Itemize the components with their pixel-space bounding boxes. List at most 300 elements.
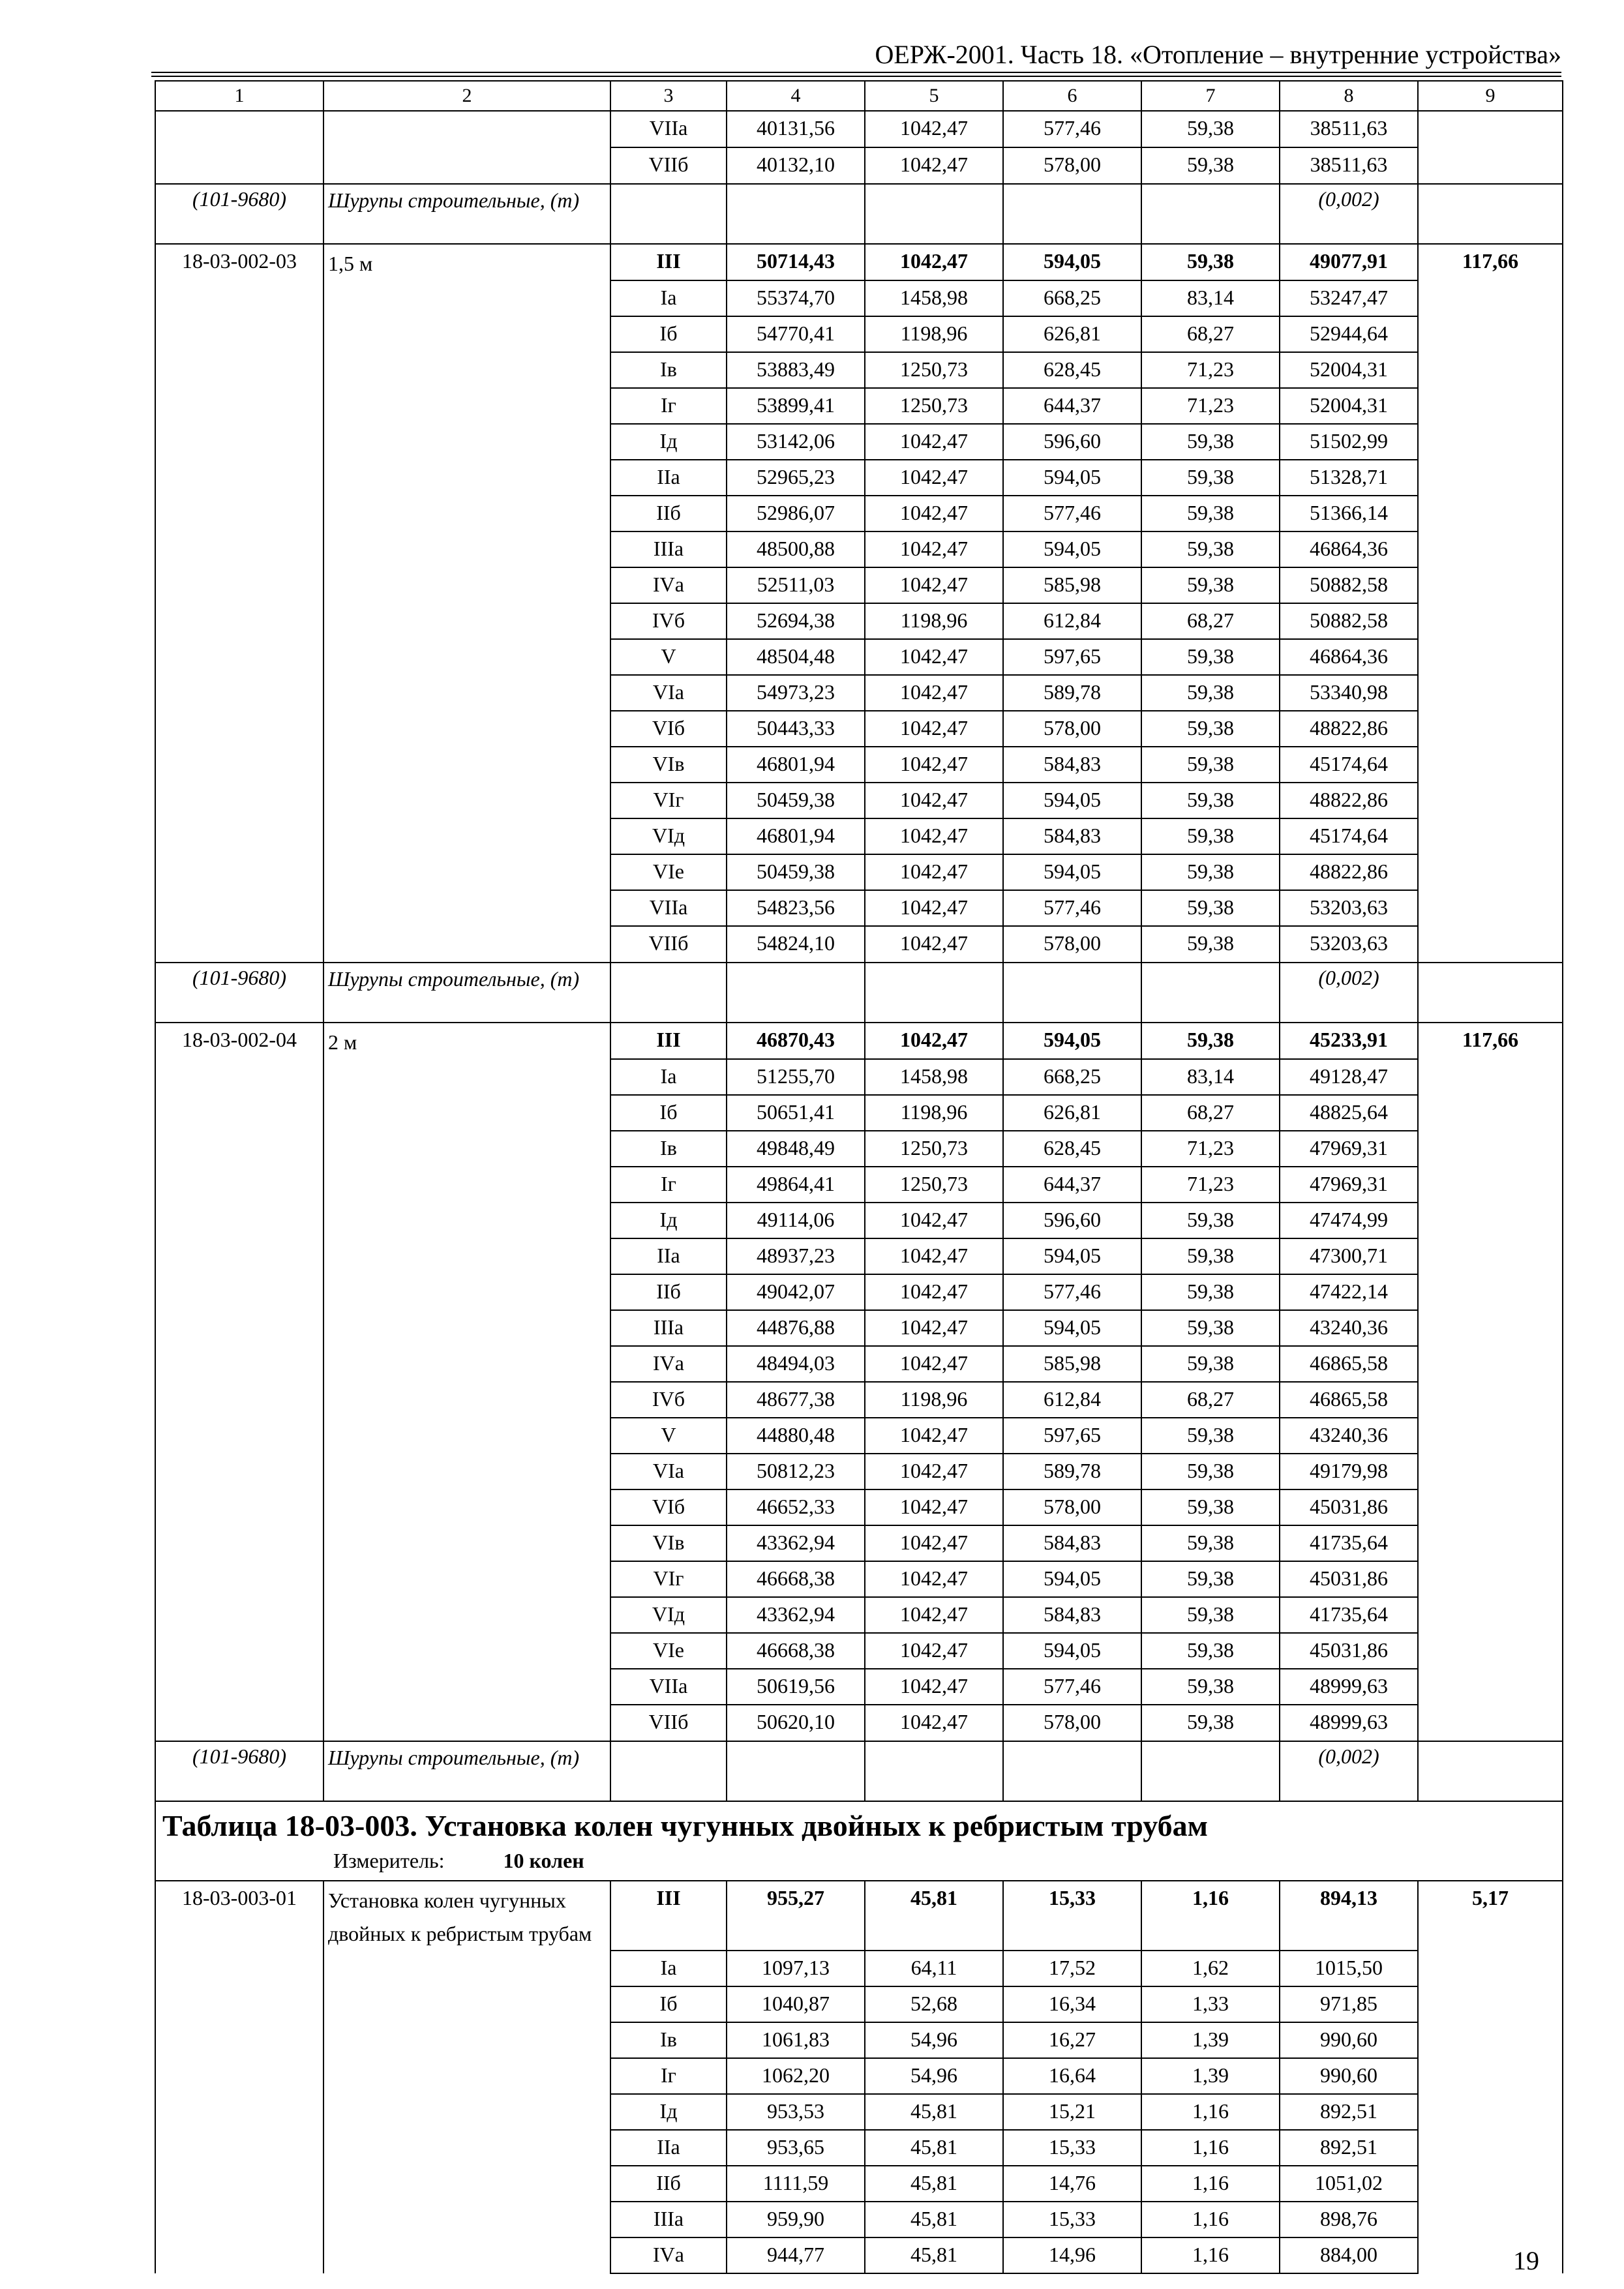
cell-c6: 16,27 [1003,2022,1141,2058]
resource-code-cell [155,1059,323,1095]
table-row [155,1203,1563,1238]
cell-c8: 46865,58 [1280,1382,1418,1418]
cell-c6: 14,76 [1003,2166,1141,2202]
resource-name-cell [323,424,610,460]
cell-zone: Iа [610,1951,727,1986]
table-row [155,280,1563,316]
cell-c4: 46801,94 [727,818,865,854]
resource-name-cell [323,1418,610,1454]
cell-c6: 584,83 [1003,818,1141,854]
cell-c5: 1042,47 [865,675,1003,711]
cell-c9 [1418,1167,1563,1203]
table-row [155,1633,1563,1669]
cell-c5: 1198,96 [865,603,1003,639]
cell-c9 [1418,352,1563,388]
cell-zone: Iб [610,1986,727,2022]
cell-c5: 1042,47 [865,854,1003,890]
cell-c7: 59,38 [1141,854,1280,890]
cell-zone: IVа [610,2237,727,2273]
cell-c9 [1418,460,1563,496]
resource-code-cell [155,783,323,818]
cell-c7: 71,23 [1141,1131,1280,1167]
table-row [155,1023,1563,1059]
cell-c5: 1250,73 [865,388,1003,424]
cell-c7: 71,23 [1141,388,1280,424]
cell-c5: 1198,96 [865,1382,1003,1418]
cell-c5: 1250,73 [865,1167,1003,1203]
cell-c6: 15,33 [1003,1881,1141,1951]
cell-c4: 955,27 [727,1881,865,1951]
cell-zone: Iб [610,316,727,352]
cell-c5: 1042,47 [865,1633,1003,1669]
resource-code-cell [155,1346,323,1382]
cell-c5: 1042,47 [865,783,1003,818]
table-row [155,1131,1563,1167]
cell-c7: 1,33 [1141,1986,1280,2022]
resource-code-cell [155,1561,323,1597]
cell-c6: 577,46 [1003,1274,1141,1310]
cell-c4: 944,77 [727,2237,865,2273]
material-empty-cell [865,1741,1003,1801]
cell-c4: 49864,41 [727,1167,865,1203]
table-row [155,1310,1563,1346]
cell-c7: 68,27 [1141,1095,1280,1131]
cell-c6: 14,96 [1003,2237,1141,2273]
table-title: Таблица 18-03-003. Установка колен чугунных двойных к ребристым трубам [162,1809,1208,1842]
cell-zone: VIе [610,854,727,890]
cell-c8: 53203,63 [1280,926,1418,963]
cell-c7: 59,38 [1141,1203,1280,1238]
cell-c7: 1,39 [1141,2058,1280,2094]
resource-code-cell [155,854,323,890]
cell-c6: 612,84 [1003,603,1141,639]
resource-code-cell [155,1131,323,1167]
cell-c7: 1,16 [1141,2166,1280,2202]
resource-name-cell [323,1131,610,1167]
cell-c6: 16,64 [1003,2058,1141,2094]
cell-c6: 589,78 [1003,675,1141,711]
cell-c7: 59,38 [1141,1633,1280,1669]
cell-c4: 53142,06 [727,424,865,460]
cell-c7: 1,62 [1141,1951,1280,1986]
measure-label: Измеритель: [333,1849,445,1872]
cell-c4: 50651,41 [727,1095,865,1131]
table-row [155,1597,1563,1633]
cell-zone: VIб [610,711,727,747]
table-row [155,747,1563,783]
cell-c4: 50812,23 [727,1454,865,1489]
cell-c5: 1042,47 [865,747,1003,783]
cell-c7: 59,38 [1141,111,1280,147]
column-number-1: 1 [155,81,323,111]
cell-c8: 38511,63 [1280,147,1418,184]
cell-zone: Iб [610,1095,727,1131]
resource-name-cell [323,2058,610,2094]
cell-c8: 884,00 [1280,2237,1418,2273]
cell-c5: 64,11 [865,1951,1003,1986]
cell-c6: 594,05 [1003,1633,1141,1669]
cell-zone: Iг [610,2058,727,2094]
cell-zone: VIг [610,783,727,818]
resource-code-cell [155,675,323,711]
resource-name-cell [323,1561,610,1597]
cell-c7: 68,27 [1141,316,1280,352]
table-row [155,2094,1563,2130]
cell-c4: 46652,33 [727,1489,865,1525]
cell-c9 [1418,1705,1563,1741]
table-row [155,244,1563,280]
resource-name-cell [323,1310,610,1346]
cell-c9 [1418,603,1563,639]
material-qty-cell: (0,002) [1280,184,1418,244]
material-row [155,963,1563,1023]
cell-c8: 38511,63 [1280,111,1418,147]
material-row [155,1741,1563,1801]
cell-c9 [1418,675,1563,711]
cell-c6: 577,46 [1003,1669,1141,1705]
cell-c8: 45233,91 [1280,1023,1418,1059]
material-empty-c9 [1418,963,1563,1023]
cell-c9 [1418,1131,1563,1167]
cell-c8: 51502,99 [1280,424,1418,460]
cell-c4: 52986,07 [727,496,865,531]
cell-c8: 49128,47 [1280,1059,1418,1095]
cell-c4: 1111,59 [727,2166,865,2202]
table-row [155,1881,1563,1951]
cell-c6: 584,83 [1003,1597,1141,1633]
resource-name-cell [323,496,610,531]
material-qty-cell: (0,002) [1280,1741,1418,1801]
cell-c6: 584,83 [1003,747,1141,783]
cell-c4: 50619,56 [727,1669,865,1705]
resource-code-cell [155,2237,323,2273]
resource-code-cell [155,1951,323,1986]
resource-code-cell [155,1986,323,2022]
table-row [155,783,1563,818]
cell-c9 [1418,1525,1563,1561]
cell-zone: Iв [610,1131,727,1167]
resource-name-cell: 2 м [323,1023,610,1059]
cell-c7: 59,38 [1141,926,1280,963]
cell-c5: 1042,47 [865,926,1003,963]
column-number-5: 5 [865,81,1003,111]
cell-c4: 50620,10 [727,1705,865,1741]
resource-code-cell [155,2058,323,2094]
cell-c5: 1198,96 [865,316,1003,352]
table-row [155,1382,1563,1418]
cell-c4: 1061,83 [727,2022,865,2058]
cell-c7: 59,38 [1141,496,1280,531]
resource-name-cell [323,854,610,890]
resource-name-cell [323,2202,610,2237]
cell-c4: 40132,10 [727,147,865,184]
material-empty-cell [1003,963,1141,1023]
cell-zone: Iв [610,2022,727,2058]
cell-c8: 990,60 [1280,2022,1418,2058]
cell-c7: 59,38 [1141,1525,1280,1561]
resource-name-cell: Установка колен чугунных двойных к ребристым трубам [323,1881,610,1951]
cell-c6: 594,05 [1003,783,1141,818]
cell-c7: 59,38 [1141,818,1280,854]
resource-code-cell [155,567,323,603]
cell-c6: 594,05 [1003,531,1141,567]
resource-code-cell [155,111,323,147]
cell-c6: 585,98 [1003,567,1141,603]
header-rule [151,72,1561,73]
cell-c5: 1042,47 [865,1238,1003,1274]
cell-c6: 597,65 [1003,1418,1141,1454]
cell-c6: 577,46 [1003,111,1141,147]
cell-c8: 45174,64 [1280,747,1418,783]
resource-name-cell [323,2237,610,2273]
cell-c4: 44880,48 [727,1418,865,1454]
resource-code-cell [155,531,323,567]
cell-c9 [1418,2094,1563,2130]
cell-c9 [1418,1418,1563,1454]
cell-c6: 578,00 [1003,926,1141,963]
cell-c5: 1042,47 [865,1346,1003,1382]
cell-zone: VIд [610,818,727,854]
material-empty-cell [610,1741,727,1801]
resource-code-cell [155,818,323,854]
cell-zone: Iа [610,1059,727,1095]
resource-name-cell [323,388,610,424]
cell-zone: Iв [610,352,727,388]
cell-c4: 959,90 [727,2202,865,2237]
table-row [155,1059,1563,1095]
cell-c9 [1418,1059,1563,1095]
material-empty-c9 [1418,1741,1563,1801]
material-name-cell: Шурупы строительные, (т) [323,963,610,1023]
resource-name-cell [323,747,610,783]
table-row [155,603,1563,639]
cell-zone: VIIа [610,111,727,147]
cell-c4: 48494,03 [727,1346,865,1382]
cell-c6: 16,34 [1003,1986,1141,2022]
resource-code-cell: 18-03-002-03 [155,244,323,280]
resource-code-cell [155,1203,323,1238]
cell-c8: 41735,64 [1280,1597,1418,1633]
cell-c5: 1042,47 [865,424,1003,460]
cell-c7: 71,23 [1141,1167,1280,1203]
cell-c5: 1042,47 [865,1454,1003,1489]
cell-c9 [1418,1951,1563,1986]
cell-zone: VIе [610,1633,727,1669]
cell-c7: 1,16 [1141,1881,1280,1951]
cell-c6: 584,83 [1003,1525,1141,1561]
cell-zone: IIIа [610,531,727,567]
cell-c5: 54,96 [865,2022,1003,2058]
cell-c7: 59,38 [1141,1238,1280,1274]
material-code-cell: (101-9680) [155,184,323,244]
resource-code-cell [155,424,323,460]
cell-zone: IIIа [610,1310,727,1346]
resource-code-cell [155,711,323,747]
cell-c4: 43362,94 [727,1525,865,1561]
cell-c9 [1418,854,1563,890]
cell-zone: IIа [610,1238,727,1274]
cell-c8: 45031,86 [1280,1633,1418,1669]
table-row [155,639,1563,675]
cell-c7: 59,38 [1141,890,1280,926]
cell-c7: 59,38 [1141,675,1280,711]
table-row [155,890,1563,926]
cell-c8: 48999,63 [1280,1705,1418,1741]
resource-name-cell [323,567,610,603]
cell-c5: 52,68 [865,1986,1003,2022]
cell-c6: 628,45 [1003,352,1141,388]
cell-c4: 1040,87 [727,1986,865,2022]
cell-c4: 50459,38 [727,854,865,890]
resource-code-cell [155,460,323,496]
cell-c9 [1418,1633,1563,1669]
cell-c9 [1418,1346,1563,1382]
cell-c8: 45031,86 [1280,1489,1418,1525]
cell-c8: 41735,64 [1280,1525,1418,1561]
cell-zone: IIIа [610,2202,727,2237]
resource-name-cell [323,1705,610,1741]
resource-name-cell [323,531,610,567]
column-number-7: 7 [1141,81,1280,111]
material-empty-cell [610,963,727,1023]
resource-name-cell [323,1238,610,1274]
cell-c8: 52944,64 [1280,316,1418,352]
table-row [155,111,1563,147]
cell-c6: 594,05 [1003,244,1141,280]
cell-c5: 1042,47 [865,1023,1003,1059]
cell-c5: 1458,98 [865,280,1003,316]
cell-zone: VIд [610,1597,727,1633]
cell-c9 [1418,747,1563,783]
cell-c8: 53340,98 [1280,675,1418,711]
cell-c6: 594,05 [1003,1238,1141,1274]
resource-code-cell [155,1095,323,1131]
cell-c7: 59,38 [1141,1597,1280,1633]
cell-c7: 1,39 [1141,2022,1280,2058]
cell-c5: 1042,47 [865,111,1003,147]
cell-c8: 53247,47 [1280,280,1418,316]
resource-code-cell [155,1633,323,1669]
cell-c4: 46801,94 [727,747,865,783]
cell-zone: Iд [610,424,727,460]
cell-c9 [1418,147,1563,184]
table-row [155,1346,1563,1382]
resource-code-cell [155,147,323,184]
cell-c7: 83,14 [1141,1059,1280,1095]
cell-c8: 47969,31 [1280,1167,1418,1203]
resource-code-cell [155,1238,323,1274]
cell-c5: 45,81 [865,2202,1003,2237]
cell-c8: 49077,91 [1280,244,1418,280]
cell-c5: 1198,96 [865,1095,1003,1131]
measure-value: 10 колен [503,1849,584,1872]
table-row [155,147,1563,184]
cell-c8: 894,13 [1280,1881,1418,1951]
cell-c9 [1418,2202,1563,2237]
cell-c7: 59,38 [1141,1274,1280,1310]
cell-c6: 594,05 [1003,1310,1141,1346]
cell-zone: VIIа [610,890,727,926]
cell-c5: 1250,73 [865,1131,1003,1167]
table-row [155,711,1563,747]
column-number-3: 3 [610,81,727,111]
cell-c4: 53899,41 [727,388,865,424]
cell-c7: 59,38 [1141,747,1280,783]
cell-c4: 50443,33 [727,711,865,747]
resource-code-cell [155,1418,323,1454]
resource-code-cell [155,496,323,531]
cell-c9: 5,17 [1418,1881,1563,1951]
resource-name-cell [323,1454,610,1489]
cell-c6: 578,00 [1003,147,1141,184]
cell-c7: 1,16 [1141,2130,1280,2166]
table-row [155,675,1563,711]
material-code-cell: (101-9680) [155,963,323,1023]
measure-unit [162,1848,1556,1874]
cell-c6: 626,81 [1003,316,1141,352]
resource-code-cell [155,1489,323,1525]
table-row [155,1951,1563,1986]
table-row [155,1489,1563,1525]
cell-c7: 59,38 [1141,1023,1280,1059]
cell-c6: 15,33 [1003,2130,1141,2166]
material-empty-cell [1141,1741,1280,1801]
cell-c4: 52511,03 [727,567,865,603]
cell-c8: 48999,63 [1280,1669,1418,1705]
cell-c6: 644,37 [1003,388,1141,424]
cell-c6: 596,60 [1003,424,1141,460]
resource-name-cell [323,1346,610,1382]
cell-c6: 668,25 [1003,280,1141,316]
cell-zone: III [610,1023,727,1059]
cell-c5: 1042,47 [865,1669,1003,1705]
cell-c7: 59,38 [1141,147,1280,184]
cell-c7: 68,27 [1141,603,1280,639]
cell-c9 [1418,711,1563,747]
cell-c8: 50882,58 [1280,567,1418,603]
cell-c6: 589,78 [1003,1454,1141,1489]
resource-name-cell [323,460,610,496]
material-empty-cell [610,184,727,244]
cell-c4: 48504,48 [727,639,865,675]
cell-c5: 1042,47 [865,1310,1003,1346]
resource-code-cell: 18-03-003-01 [155,1881,323,1951]
resource-code-cell [155,1310,323,1346]
cell-zone: IVа [610,1346,727,1382]
cell-c5: 1042,47 [865,1525,1003,1561]
cell-c7: 59,38 [1141,783,1280,818]
cell-c5: 45,81 [865,1881,1003,1951]
cell-c5: 1042,47 [865,147,1003,184]
cell-c8: 898,76 [1280,2202,1418,2237]
table-row [155,1669,1563,1705]
resource-name-cell [323,111,610,147]
table-row [155,1167,1563,1203]
cell-c8: 892,51 [1280,2130,1418,2166]
cell-zone: VIб [610,1489,727,1525]
cell-c4: 48677,38 [727,1382,865,1418]
table-row [155,460,1563,496]
resource-name-cell [323,352,610,388]
cell-c6: 15,33 [1003,2202,1141,2237]
cell-c7: 59,38 [1141,639,1280,675]
cell-c4: 54770,41 [727,316,865,352]
cell-c4: 40131,56 [727,111,865,147]
resource-name-cell [323,818,610,854]
cell-c4: 46870,43 [727,1023,865,1059]
resource-name-cell [323,926,610,963]
cell-c7: 1,16 [1141,2237,1280,2273]
